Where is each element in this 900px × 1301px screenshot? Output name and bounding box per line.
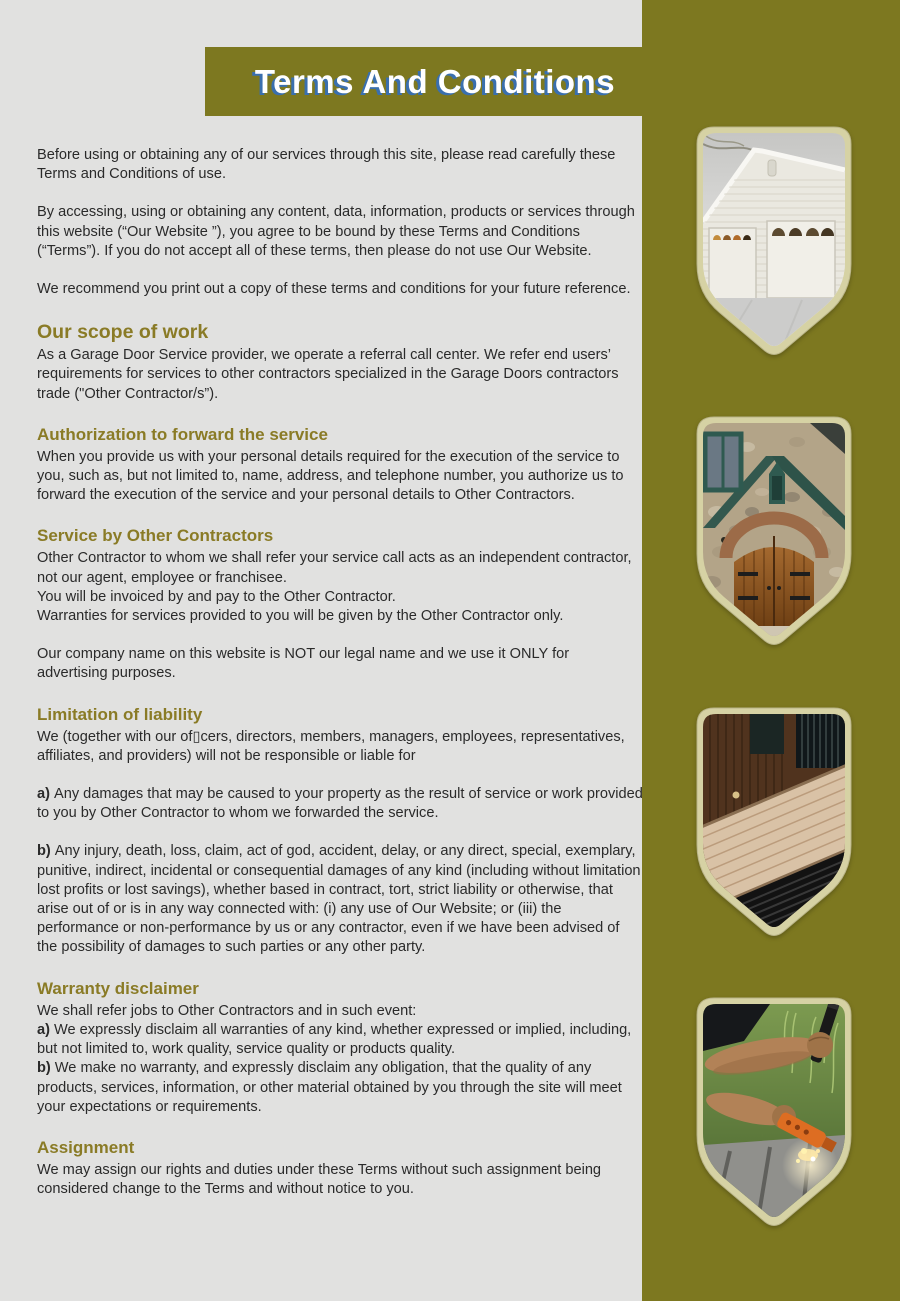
modern-wood-facade-garage-photo (692, 703, 856, 941)
service-note: Our company name on this website is NOT our legal name and we use it ONLY for advertising purposes. (37, 646, 570, 682)
garage-photo-1-svg (692, 122, 856, 360)
liability-item-a-prefix: a) (37, 786, 50, 803)
section-heading-warranty: Warranty disclaimer (37, 978, 199, 998)
liability-item-b (37, 842, 643, 957)
right-sidebar (642, 0, 900, 1301)
warranty-item-b-prefix: b) (37, 1060, 51, 1077)
intro-paragraph-1: Before using or obtaining any of our services through this site, please read carefully these Terms and Conditions of use. (37, 147, 616, 183)
garage-photo-3-svg (692, 703, 856, 941)
assignment-body: We may assign our rights and duties under these Terms without such assignment being considered change to the Terms and without notice to you. (37, 1161, 602, 1198)
service-line-3: Warranties for services provided to you will be given by the Other Contractor only. (37, 608, 564, 625)
terms-content (37, 146, 643, 1218)
warranty-item-b (37, 1059, 643, 1117)
liability-body: We (together with our of▯cers, directors, members, managers, employees, representatives, affiliates, and providers) will not be responsible or liable for (37, 728, 625, 764)
section-heading-service: Service by Other Contractors (37, 526, 274, 546)
liability-item-b-text: Any injury, death, loss, claim, act of god, accident, delay, or any direct, special, exemplary, punitive, indirect, incidental or consequential damages of any kind (including without limitation lost profits or lost savings), whether based in contract, tort, strict liability or otherwise, that arise out of or is in any way connected with: (i) any use of Our Website; or (iii) the performance or non-performance by us or any contractor, even if we have been advised of the possibility of damages to such parties or any other party. (37, 843, 641, 956)
section-heading-authorization: Authorization to forward the service (37, 424, 328, 444)
service-lines (37, 549, 643, 626)
garage-photo-2-svg (692, 412, 856, 650)
section-heading-liability: Limitation of liability (37, 704, 203, 724)
page-title: Terms And Conditions (254, 62, 616, 100)
technician-welding-panel-photo (692, 993, 856, 1231)
title-banner (205, 47, 643, 116)
section-heading-assignment: Assignment (37, 1137, 135, 1157)
intro-paragraph-2: By accessing, using or obtaining any content, data, information, products or services through this website (“Our Website ”), you agree to be bound by these Terms and Conditions (“Terms”). If you do not accept all of these terms, then please do not use Our Website. (37, 204, 635, 259)
warranty-intro: We shall refer jobs to Other Contractors and in such event: (37, 1002, 417, 1019)
intro-paragraph-3: We recommend you print out a copy of these terms and conditions for your future reference. (37, 281, 631, 298)
warranty-item-a (37, 1021, 643, 1059)
warranty-item-a-text: We expressly disclaim all warranties of any kind, whether expressed or implied, including, but not limited to, work quality, service quality or products quality. (37, 1021, 632, 1058)
white-garage-double-doors-photo (692, 122, 856, 360)
warranty-lines (37, 1002, 643, 1117)
warranty-item-a-prefix: a) (37, 1021, 50, 1038)
scope-body: As a Garage Door Service provider, we operate a referral call center. We refer end users’ requirements for services to other contractors specialized in the Garage Doors contractors trade ("Other Contractor/s”). (37, 347, 619, 402)
liability-item-b-prefix: b) (37, 843, 51, 860)
service-line-2: You will be invoiced by and pay to the Other Contractor. (37, 588, 396, 605)
service-line-1: Other Contractor to whom we shall refer your service call acts as an independent contractor, not our agent, employee or franchisee. (37, 550, 632, 586)
section-heading-scope: Our scope of work (37, 321, 209, 344)
warranty-item-b-text: We make no warranty, and expressly disclaim any obligation, that the quality of any products, services, information, or other material obtained by you through the site will meet your expectations or requirements. (37, 1060, 622, 1115)
stone-house-wooden-carriage-door-photo (692, 412, 856, 650)
liability-item-a (37, 785, 643, 823)
liability-item-a-text: Any damages that may be caused to your property as the result of service or work provided to you by Other Contractor to whom we forwarded the service. (37, 786, 643, 822)
garage-photo-4-svg (692, 993, 856, 1231)
authorization-body: When you provide us with your personal details required for the execution of the service to you, such as, but not limited to, name, address, and telephone number, you authorize us to forward the execution of the service and your personal details to Other Contractors. (37, 448, 624, 504)
